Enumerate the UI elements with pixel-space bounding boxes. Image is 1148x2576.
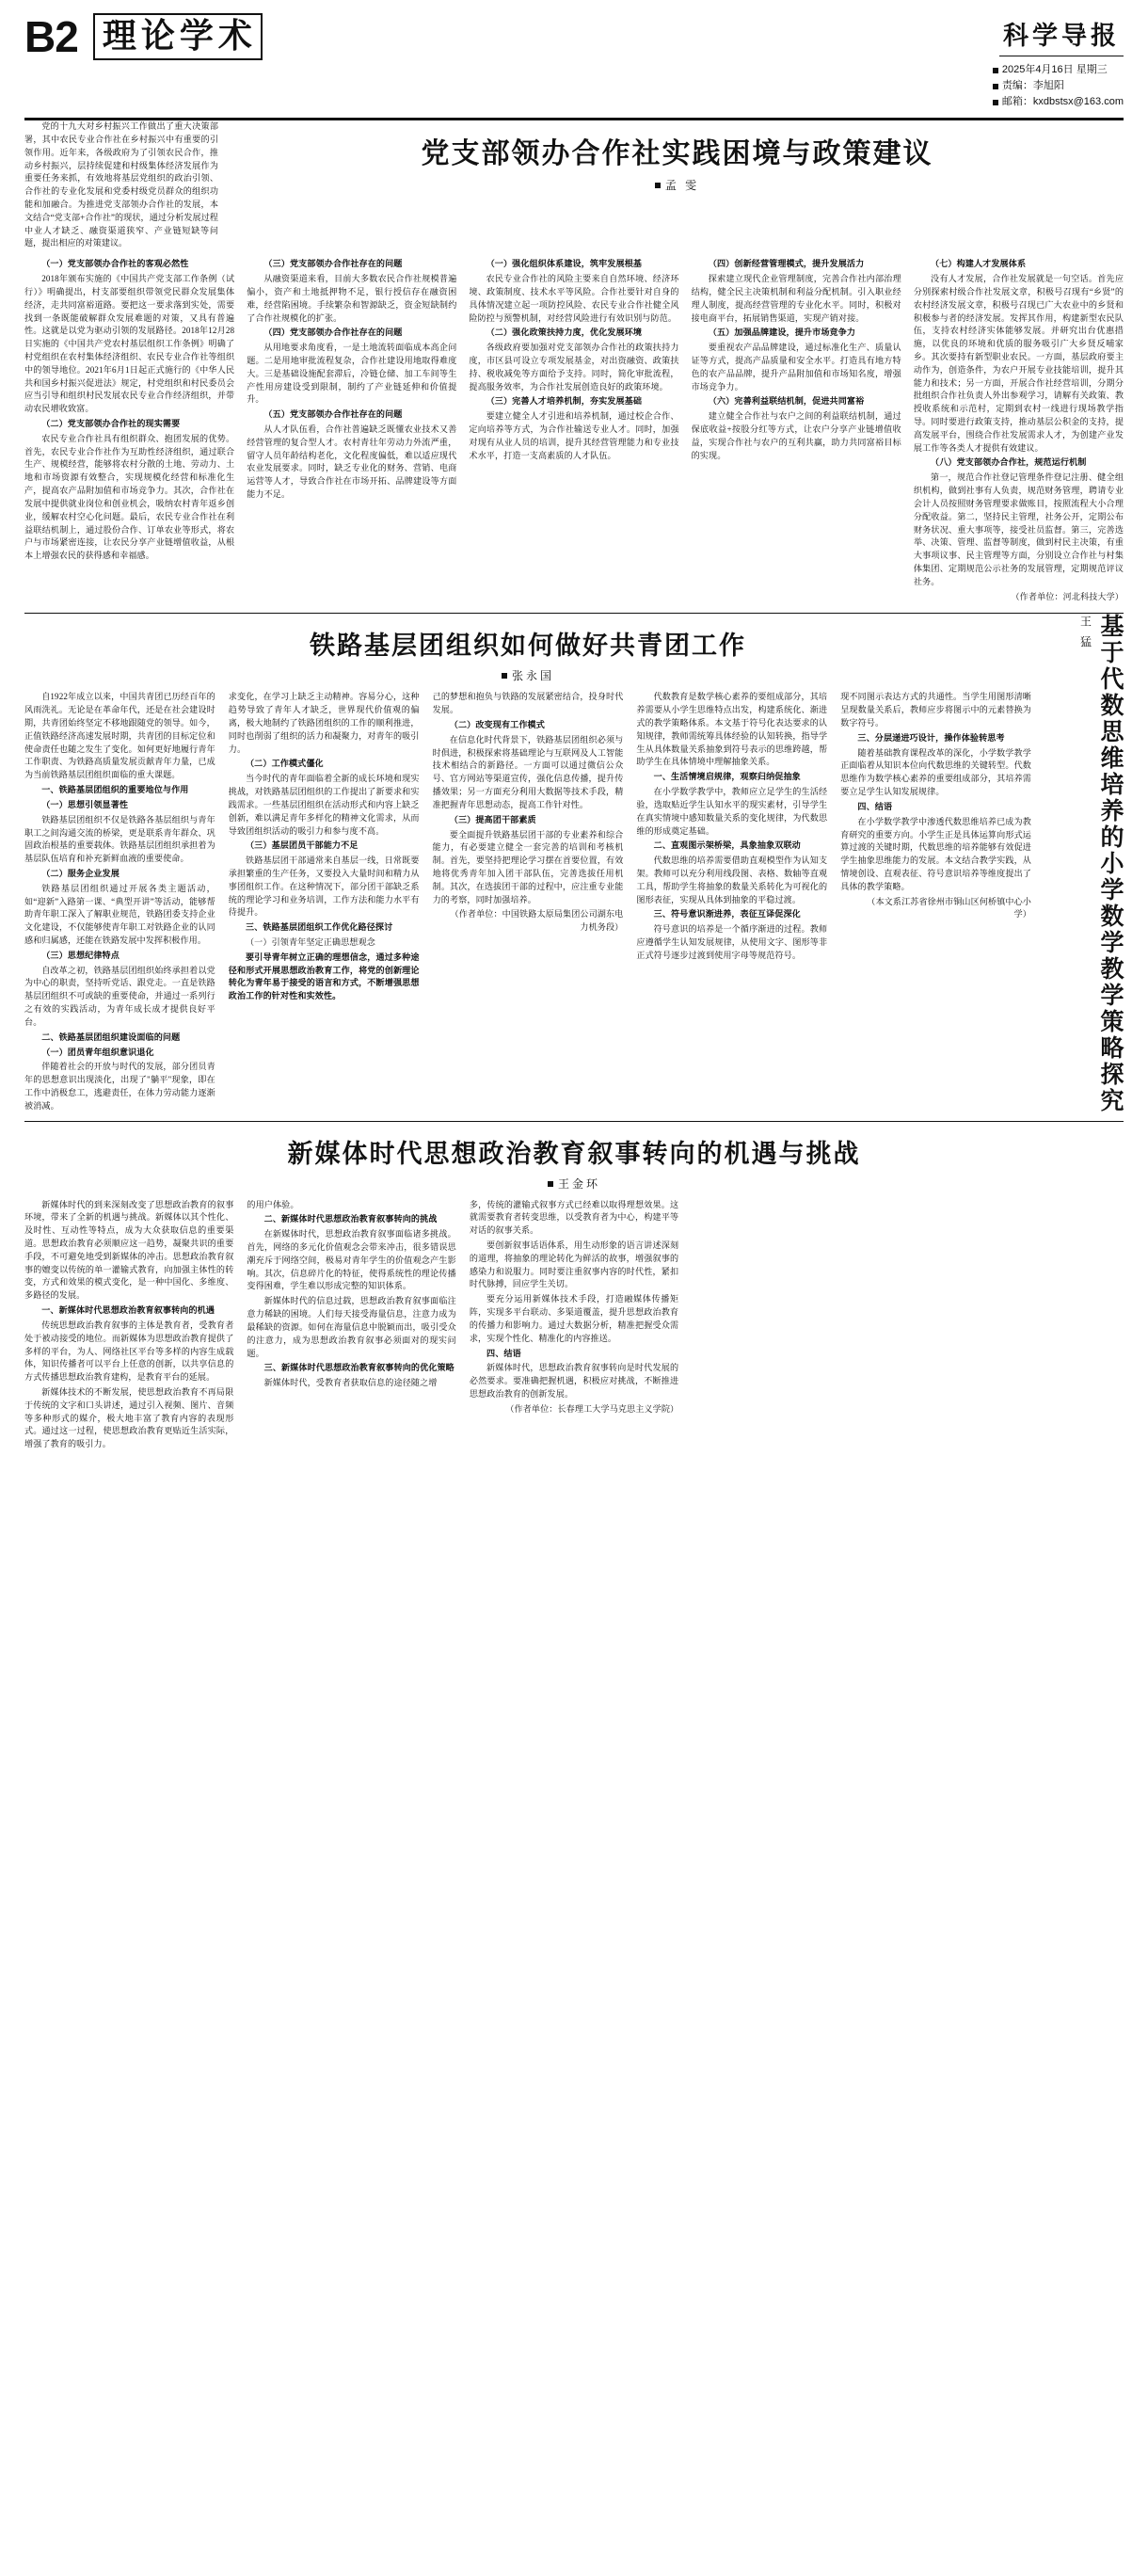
section-title — [93, 13, 263, 60]
subhead: （二）工作模式僵化 — [245, 759, 324, 769]
paragraph: 新媒体时代，思想政治教育叙事转向是时代发展的必然要求。要准确把握机遇，积极应对挑战，不断推进思想政治教育的创新发展。 — [469, 1363, 679, 1399]
paragraph: 现不同图示表达方式的共通性。当学生用图形清晰呈现数量关系后，教师应步将图示中的元素替换为数字符号。 — [840, 692, 1031, 728]
paragraph: 己的梦想和抱负与铁路的发展紧密结合，投身时代发展。 — [432, 692, 624, 715]
article2-byline — [24, 667, 1031, 683]
subhead: （二）党支部领办合作社的现实需要 — [41, 419, 181, 429]
paragraph: 各级政府要加强对党支部领办合作社的政策扶持力度，市区县可设立专项发展基金，对出资融资、政策扶持、税收减免等方面给予支持。同时，简化审批流程，提高服务效率，为合作社发展创造良好的政策环境。 — [469, 343, 679, 392]
subhead: （二）服务企业发展 — [41, 868, 120, 878]
article3-col2 — [247, 1199, 455, 1453]
paper-name: 科学导报 — [999, 15, 1124, 56]
subhead: （三）党支部领办合作社存在的问题 — [263, 259, 403, 269]
subhead: （四）创新经营管理模式，提升发展活力 — [708, 259, 865, 269]
paragraph: 当今时代的青年面临着全新的成长环境和现实挑战，对铁路基层团组织的工作提出了新要求和实践需求。一些基层团组织在活动形式和内容上缺乏创新，难以满足青年多样化的精神文化需求，从而导致团组织活动的吸引力和参与度不高。 — [228, 774, 420, 836]
paragraph: 党的十九大对乡村振兴工作做出了重大决策部署，其中农民专业合作社在乡村振兴中有重要的引领作用。近年来，各级政府为了引领农民合作，推动乡村振兴，层持续促建和村级集体经济发展作为重要任务来抓，有效地将基层党组织的政治引领、合作社的专业化发展和党委村级党员群众的组织功能和加融合。为推进党支部领办合作社的发展，本文结合“党支部+合作社”的现状，通过分析发展过程中业人才缺乏、融资渠道狭窄、产业链短缺等问题，提出相应的对策建议。 — [24, 121, 218, 248]
subhead: 二、直观图示架桥梁，具象抽象双联动 — [653, 840, 801, 851]
article2-columns — [24, 691, 1031, 1114]
paragraph: 的用户体验。 — [247, 1199, 299, 1209]
paragraph: 农民专业合作社具有组织群众、抱团发展的优势。首先，农民专业合作社作为互助性经济组织，通过联合生产、规模经营，能够将农村分散的土地、劳动力、土地和市场资源有效整合，实现规模化经营和标准化生产，提高农产品附加值和市场竞争力。其次，合作社在发展中提供就业岗位和创业机会，吸纳农村青年返乡创业，缓解农村空心化问题。最后，农民专业合作社在利益联结机制上，通过股份合作、订单农业等形式，将农户与市场紧密连接，让农民分享产业链增值收益，从根本上增强农民的获得感和幸福感。 — [24, 433, 235, 561]
section-char-1: 理 — [102, 16, 137, 56]
article2-col3 — [433, 691, 624, 1114]
article2-col5 — [840, 691, 1031, 1114]
subhead: 一、生活情境启规律，观察归纳促抽象 — [653, 772, 801, 782]
paragraph: 新媒体时代，受教育者获取信息的途径随之增 — [263, 1378, 438, 1388]
subhead: （三）提高团干部素质 — [449, 814, 536, 824]
bullet-icon — [993, 100, 998, 105]
article2-col4 — [636, 691, 827, 1114]
article-railway-youth-league — [24, 614, 1124, 1114]
paragraph: 铁路基层团干部通常来自基层一线，日常既要承担繁重的生产任务，又要投入大量时间和精力从事团组织工作。在这种情况下，部分团干部缺乏系统的理论学习和业务培训，工作方法和能力水平有待提升。 — [228, 856, 420, 918]
article1-columns — [24, 258, 1124, 605]
subhead: （二）改变现有工作模式 — [449, 720, 545, 730]
paragraph: 代数教育是数学核心素养的要组成部分，其培养需要从小学生思维特点出发，构建系统化、渐进式的教学策略体系。本文基于符号化表达要求的认知规律，教师需统筹具体经验的认知转换，指导学生从具体数量关系抽象到符号表示的思维跨越，帮助学生在具体情境中理解抽象关系。 — [636, 692, 828, 767]
paragraph: 要充分运用新媒体技术手段，打造融媒体传播矩阵，实现多平台联动、多渠道覆盖，提升思想政治教育的传播力和影响力。通过大数据分析，精准把握受众需求，实现个性化、精准化的内容推送。 — [469, 1294, 679, 1343]
article2-vertical-signature: （本文系江苏省徐州市铜山区何桥镇中心小学） — [867, 896, 1031, 920]
subhead: （一）思想引领显著性 — [41, 799, 129, 809]
author-name: 孟 雯 — [664, 179, 700, 193]
article1-col1 — [24, 258, 234, 605]
bullet-icon — [993, 84, 998, 89]
paragraph: 代数思维的培养需要借助直观模型作为认知支架。教师可以充分利用线段图、表格、数轴等直观工具，帮助学生将抽象的数量关系转化为可视化的图形表征，实现从具体到抽象的平稳过渡。 — [636, 856, 828, 904]
section-char-4: 术 — [217, 16, 253, 56]
subhead: （五）党支部领办合作社存在的问题 — [263, 409, 403, 420]
paragraph: 在小学数学教学中，教师应立足学生的生活经验，选取贴近学生认知水平的现实素材，引导学生在真实情境中感知数量关系的变化规律，为代数思维的形成奠定基础。 — [636, 787, 828, 836]
author-name: 王金环 — [557, 1176, 600, 1191]
author-name: 张永国 — [511, 669, 554, 683]
subhead: （一）团员青年组织意识退化 — [41, 1047, 154, 1057]
subhead: （一）强化组织体系建设，筑牢发展根基 — [486, 259, 643, 269]
paragraph: 传统思想政治教育叙事的主体是教育者，受教育者处于被动接受的地位。而新媒体为思想政治教育提供了多样的平台，为人、网络社区平台等多样的内容生成载体，知识传播者可以平台上任意的创新，以共享信息的方式传播思想政治教育建构，是教育平台的延展。 — [24, 1320, 234, 1383]
article1-byline — [231, 177, 1124, 193]
section-char-2: 论 — [140, 16, 176, 56]
page-number: B2 — [24, 12, 78, 61]
masthead — [24, 13, 1124, 120]
article3-byline — [24, 1176, 1124, 1192]
subhead: 三、新媒体时代思想政治教育叙事转向的优化策略 — [263, 1363, 454, 1373]
masthead-right — [993, 15, 1124, 110]
subhead: 一、新媒体时代思想政治教育叙事转向的机遇 — [41, 1305, 215, 1316]
article1-headline: 党支部领办合作社实践困境与政策建议 — [421, 137, 933, 171]
subhead: 三、分层递进巧设计，操作体验转思考 — [857, 732, 1005, 743]
article3-signature: （作者单位：长春理工大学马克思主义学院） — [505, 1403, 679, 1414]
masthead-left — [24, 13, 263, 60]
article1-col5 — [914, 258, 1124, 605]
paragraph: 新媒体技术的不断发展，使思想政治教育不再局限于传统的文字和口头讲述，通过引入视频、图片、音频等多种形式的媒介，极大地丰富了教育内容的表现形式。通过这一过程，使思想政治教育更贴近生活实际，增强了教育的吸引力。 — [24, 1386, 234, 1449]
paragraph: 从融资渠道来看，目前大多数农民合作社规模普遍偏小，资产和土地抵押物不足，银行授信存在融资困难，经营陷困境。手续繁杂和智源缺乏，资金短缺制约了合作社规模化的扩张。 — [247, 274, 457, 323]
paragraph: 没有人才发展，合作社发展就是一句空话。首先应分别探索村级合作社发展文章，积极号召现有“乡贤”的农村经济发展文章，积极号召现已广大农业中的乡贤和积极参与者的经济发展。发挥其作用，构建新型农民队伍，支持农村经济实体能够发展。并研究出台优惠措施，以优良的环境和优质的服务吸引广大乡贤反哺家乡。其次要持有新型职业农民。一方面，基层政府要主动作为，创造条件，为农户开展专业技能培训，提升其能力和技术；另一方面，开展合作社经营培训，分期分批组织合作社负责人外出参观学习，请解有关政策、教授收系统和示范村，定期到农村一线进行现场教学指导。同时要进行政策支持，推动基层公积金的支持，提高发展平台，围绕合作社发展需求人才，为创建产业发展工作等各类人才提供有效建议。 — [913, 274, 1124, 453]
paragraph: 建立健全合作社与农户之间的利益联结机制，通过保底收益+按股分红等方式，让农户分享产业链增值收益，实现合作社与农户的互利共赢，助力共同富裕目标的实现。 — [691, 411, 901, 460]
article1-signature: （作者单位：河北科技大学） — [1011, 591, 1124, 601]
paragraph: （一）引领青年坚定正确思想观念 — [245, 937, 375, 948]
paragraph: 探索建立现代企业管理制度，完善合作社内部治理结构，健全民主决策机制和利益分配机制。引入职业经理人制度，提高经营管理的专业化水平。同时，积极对接电商平台，拓展销售渠道，实现产销对接。 — [691, 274, 901, 323]
article3-col4-spacer — [692, 1199, 901, 1453]
paragraph: 符号意识的培养是一个循序渐进的过程。教师应遵循学生认知发展规律，从使用文字、图形等非正式符号逐步过渡到使用字母等规范符号。 — [636, 924, 828, 960]
paragraph: 在小学数学教学中渗透代数思维培养已成为教育研究的重要方向。小学生正是具体运算向形式运算过渡的关键时期，代数思维的培养能够有效促进学生抽象思维能力的发展。本文结合教学实践，从情境创设、直观表征、符号意识培养等维度提出了具体的教学策略。 — [840, 816, 1031, 891]
subhead: （三）基层团员干部能力不足 — [245, 840, 359, 851]
bullet-icon — [993, 68, 998, 73]
subhead: （三）思想纪律特点 — [41, 950, 120, 960]
paragraph: 新媒体时代的信息过载，思想政治教育叙事面临注意力稀缺的困境。人们每天接受海量信息，注意力成为最稀缺的资源。如何在海量信息中脱颖而出，吸引受众的注意力，成为思想政治教育叙事必须面对的现实问题。 — [247, 1296, 456, 1358]
article2-col2 — [229, 691, 420, 1114]
email: 邮箱：kxdbstsx@163.com — [1001, 96, 1124, 108]
article3-columns — [24, 1199, 1124, 1453]
article2-headline: 铁路基层团组织如何做好共青团工作 — [310, 632, 746, 662]
paragraph: 自1922年成立以来，中国共青团已历经百年的风雨洗礼。无论是在革命年代，还是在社会建设时期，共青团始终坚定不移地跟随党的领导。如今，正值铁路经济高速发展时期，共青团的目标定位和使命责任也随之发生了变化。如何更好地履行青年工作职责、为铁路高质量发展贡献青年力量，已成为当前铁路基层团组织面临的重大课题。 — [24, 692, 215, 780]
subhead: 二、新媒体时代思想政治教育叙事转向的挑战 — [263, 1214, 438, 1224]
section-char-3: 学 — [179, 16, 215, 56]
subhead: （六）完善利益联结机制，促进共同富裕 — [708, 396, 865, 407]
subhead: 二、铁路基层团组织建设面临的问题 — [41, 1032, 181, 1042]
paragraph: 要重视农产品品牌建设，通过标准化生产、质量认证等方式，提高产品质量和安全水平。打造具有地方特色的农产品品牌，提升产品附加值和市场知名度，增强市场竞争力。 — [691, 343, 901, 392]
subhead: 四、结语 — [857, 801, 893, 811]
paragraph: 要全面提升铁路基层团干部的专业素养和综合能力，有必要建立健全一套完善的培训和考核机制。首先，要坚持把理论学习摆在首要位置，有效地将优秀青年加入团干部队伍，完善选拔任用机制。其次，在选拔团干部的过程中，应注重专业能力的考察，同时加强培养。 — [432, 829, 624, 904]
paragraph: 从用地要求角度看，一是土地流转面临成本高企问题。二是用地审批流程复杂，合作社建设用地取得难度大。三是基础设施配套滞后，冷链仓储、加工车间等生产性用房建设受到限制，制约了产业链延伸和价值提升。 — [247, 343, 457, 405]
paragraph: 铁路基层团组织不仅是铁路各基层组织与青年职工之间沟通交流的桥梁，更是联系青年群众、巩固政治根基的重要载体。铁路基层团组织承担着为基层队伍培育和补充新鲜血液的重要使命。 — [24, 814, 215, 864]
article3-col5-spacer — [915, 1199, 1124, 1453]
section-divider — [24, 1121, 1124, 1122]
article-new-media-ideological-education — [24, 1133, 1124, 1453]
paragraph: 要建立健全人才引进和培养机制，通过校企合作、定向培养等方式，为合作社输送专业人才。同时，加强对现有从业人员的培训，提升其经营管理能力和专业技术水平，打造一支高素质的人才队伍。 — [469, 411, 679, 460]
subhead: 四、结语 — [486, 1348, 521, 1358]
subhead: （二）强化政策扶持力度，优化发展环境 — [486, 328, 643, 338]
subhead: 三、符号意识渐进养，表征互译促深化 — [653, 909, 801, 920]
subhead: 要引导青年树立正确的理想信念，通过多种途径和形式开展思想政治教育工作，将党的创新理论转化为青年易于接受的语言和方式，不断增强思想政治工作的针对性和实效性。 — [228, 952, 420, 1001]
subhead: 三、铁路基层团组织工作优化路径探讨 — [245, 922, 393, 933]
article3-col1 — [24, 1199, 233, 1453]
paragraph: 在信息化时代背景下，铁路基层团组织必须与时俱进，积极探索将基础理论与互联网及人工智能技术相结合的新路径。一方面可以通过微信公众号、官方网站等渠道宣传，强化信息传播，提升传播效果；另一方面充分利用大数据等技术手段，精准把握青年思想动态，提高工作针对性。 — [432, 734, 624, 809]
subhead: 一、铁路基层团组织的重要地位与作用 — [41, 785, 189, 795]
subhead: （八）党支部领办合作社，规范运行机制 — [931, 457, 1087, 468]
article1-lead-column — [24, 120, 218, 252]
paragraph: 农民专业合作社的风险主要来自自然环境、经济环境、政策制度、技术水平等风险。合作社要针对自身的具体情况建立起一项防控风险、农民专业合作社健全风险防控与预警机制，对经营风险进行有效识别与防范。 — [469, 274, 679, 323]
article3-headline: 新媒体时代思想政治教育叙事转向的机遇与挑战 — [287, 1139, 861, 1169]
subhead: （七）构建人才发展体系 — [931, 259, 1027, 269]
subhead: （五）加强品牌建设，提升市场竞争力 — [708, 328, 856, 338]
paragraph: 自改革之初，铁路基层团组织始终承担着以党为中心的职责，坚持听党话、跟党走。一直是铁路基层团组织不可或缺的重要使命，并通过一系列行之有效的实践活动，为青年成长成才提供良好平台。 — [24, 965, 215, 1027]
paragraph: 随着基础教育课程改革的深化，小学数学教学正面临着从知识本位向代数思维的关键转型。代数思维作为数学核心素养的重要组成部分，其培养需要立足学生认知发展规律。 — [840, 747, 1031, 797]
article2-signature: （作者单位：中国铁路太原局集团公司湖东电力机务段） — [450, 909, 624, 933]
subhead: （三）完善人才培养机制，夯实发展基础 — [486, 396, 643, 407]
paragraph: 在新媒体时代，思想政治教育叙事面临诸多挑战。首先，网络的多元化价值观念会带来冲击，很多错误思潮充斥于网络空间，极易对青年学生的价值观念产生影响。其次，信息碎片化的特征，使得系统性的理论传播变得困难，学生难以形成完整的知识体系。 — [247, 1229, 456, 1291]
bullet-icon — [502, 673, 507, 679]
masthead-meta — [993, 62, 1124, 110]
article1-col3 — [469, 258, 678, 605]
paragraph: 要创新叙事话语体系，用生动形象的语言讲述深刻的道理，将抽象的理论转化为鲜活的故事，增强叙事的感染力和说服力。同时要注重叙事内容的时代性，紧扣时代脉搏，回应学生关切。 — [469, 1240, 679, 1289]
article2-vertical-title-wrap — [1043, 614, 1124, 1114]
editor: 责编：李旭阳 — [1001, 80, 1064, 92]
bullet-icon — [655, 183, 661, 188]
paragraph: 新媒体时代的到来深刻改变了思想政治教育的叙事环境，带来了全新的机遇与挑战。新媒体以其个性化、及时性、互动性等特点，成为大众获取信息的重要渠道。思想政治教育必须顺应这一趋势，凝聚共识的重要手段，不可避免地受到新媒体的冲击。思想政治教育叙事的嬗变以传统的单一灌输式教育，向加强主体性的转变，方式和效果的模式变化，是一种中国化、多维度、多路径的发展。 — [24, 1199, 234, 1301]
paragraph: 多，传统的灌输式叙事方式已经难以取得理想效果。这就需要教育者转变思维，以受教育者为中心，构建平等对话的叙事关系。 — [469, 1199, 679, 1236]
article2-col1 — [24, 691, 215, 1114]
paragraph: 铁路基层团组织通过开展各类主题活动，如“迎新”入路第一课、“典型开讲”等活动，能够帮助青年职工深入了解职业规范，铁路团委支持企业文化建设，不仅能够使青年职工对铁路企业的认同感和归属感，还能在铁路发展中发挥积极作用。 — [24, 883, 215, 946]
article1-col4 — [692, 258, 901, 605]
paragraph: 求变化，在学习上缺乏主动精神。容易分心，这种趋势导致了青年人才缺乏，世界现代价值观的偏离，极大地制约了铁路团组织的工作的顺利推进，同时也削弱了组织的活力和凝聚力，对青年的吸引力。 — [228, 692, 420, 754]
article1-col2 — [247, 258, 456, 605]
bullet-icon — [548, 1181, 553, 1187]
vertical-headline: 基于代数思维培养的小学数学教学策略探究 — [1097, 614, 1124, 1115]
subhead: （四）党支部领办合作社存在的问题 — [263, 328, 403, 338]
article-party-branch-coop — [24, 120, 1124, 605]
paragraph: 2018年颁布实施的《中国共产党支部工作条例（试行）》明确提出，村支部要组织带领党民群众发展集体经济，走共同富裕道路。要把这一要求落到实处，需要找到一条既能破解群众发展难题的对策，又具有普遍性。这就是以党为驱动引领的发展路径。2018年12月28日实施的《中国共产党农村基层组织工作条例》明确了村党组织在农村集体经济组织、农民专业合作社等组织中的领导地位。2021年6月1日起正式施行的《中华人民共和国乡村振兴促进法》规定，村党组织和村民委员会应当引导和组织村民发展农民专业合作经济组织，并带动农民增收致富。 — [24, 274, 235, 414]
vertical-byline: 王 猛 — [1078, 616, 1092, 650]
issue-date: 2025年4月16日 星期三 — [1001, 64, 1108, 75]
subhead: （一）党支部领办合作社的客观必然性 — [41, 259, 189, 269]
article3-col3 — [470, 1199, 678, 1453]
paragraph: 第一，规范合作社登记管理条件登记注册、健全组织机构，做到社事有人负责，规范财务管理，聘请专业会计人员按照财务管理要求做账目，按照流程大小合理分配收益。第二，坚持民主管理，社务公开，定期公布财务状况、重大事项等，接受社员监督。第三，完善选举、决策、管理、监督等制度，做到村民主决策，有重大事项议事、民主管理等方面，分别设立合作社与村集体集团、定期规范公示社务的发展管理，定期规范评议社务。 — [913, 472, 1124, 586]
paragraph: 从人才队伍看，合作社普遍缺乏既懂农业技术又善经营管理的复合型人才。农村青壮年劳动力外流严重，留守人员年龄结构老化，文化程度偏低，难以适应现代农业发展要求。同时，缺乏专业化的财务、营销、电商运营等人才，导致合作社在市场开拓、品牌建设等方面能力不足。 — [247, 424, 457, 500]
paragraph: 伴随着社会的开放与时代的发展，部分团员青年的思想意识出现淡化，出现了"躺平"现象，即在工作中消极怠工，逃避责任，在体力劳动能力逐渐被消减。 — [24, 1062, 215, 1111]
